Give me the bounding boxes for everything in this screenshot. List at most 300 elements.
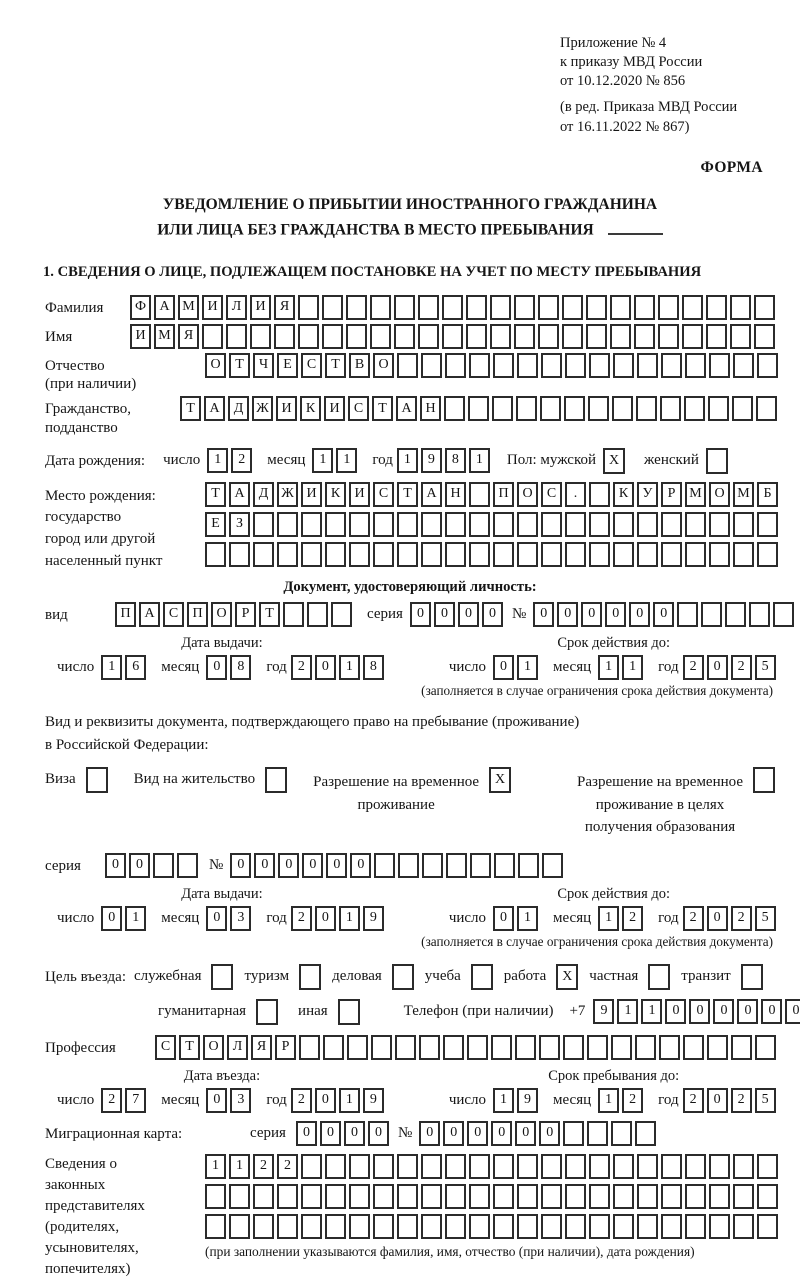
char-box (301, 1184, 322, 1209)
char-box: А (396, 396, 417, 421)
char-box (323, 1035, 344, 1060)
citizenship-row (45, 396, 775, 438)
char-box (421, 353, 442, 378)
birth-place-label-line1: Место рождения: (45, 487, 156, 504)
char-box (226, 324, 247, 349)
checkbox-visa (86, 767, 108, 793)
residence-doc-series-row (45, 853, 775, 878)
char-box: Т (259, 602, 280, 627)
char-box: 2 (291, 1088, 312, 1113)
char-box: И (324, 396, 345, 421)
entry-stay-dates (45, 1068, 775, 1113)
birth-date-row (45, 448, 775, 474)
char-box: 0 (539, 1121, 560, 1146)
char-box (298, 295, 319, 320)
char-box (756, 396, 777, 421)
char-box: И (276, 396, 297, 421)
char-box (541, 1184, 562, 1209)
char-box: К (325, 482, 346, 507)
day-label: число (57, 1091, 95, 1108)
char-box (757, 1154, 778, 1179)
citizenship-boxes (180, 396, 780, 421)
temp-residence-permit-option (313, 767, 511, 816)
char-box (442, 295, 463, 320)
residence-doc-dates (45, 886, 775, 931)
char-box: Я (178, 324, 199, 349)
char-box: 1 (339, 1088, 360, 1113)
char-box: П (187, 602, 208, 627)
char-box (613, 1154, 634, 1179)
number-label: № (209, 856, 224, 873)
char-box (613, 1184, 634, 1209)
annex-line: к приказу МВД России (560, 54, 703, 71)
char-box: О (709, 482, 730, 507)
char-box (493, 512, 514, 537)
char-box (732, 396, 753, 421)
char-box (493, 1184, 514, 1209)
char-box (325, 1214, 346, 1239)
year-label: год (266, 1091, 287, 1108)
char-box (757, 1184, 778, 1209)
form-title-line2 (45, 217, 775, 243)
char-box: 1 (598, 1088, 619, 1113)
char-box (394, 324, 415, 349)
char-box (540, 396, 561, 421)
char-box (541, 353, 562, 378)
char-box (685, 1184, 706, 1209)
birth-day-boxes (207, 448, 255, 473)
char-box (637, 542, 658, 567)
char-box (421, 1154, 442, 1179)
birth-place-boxes-row2 (205, 512, 781, 537)
visa-label: Виза (45, 771, 76, 788)
char-box: 0 (350, 853, 371, 878)
month-label: месяц (161, 658, 200, 675)
char-box (277, 1214, 298, 1239)
patronymic-label-line2: (при наличии) (45, 376, 137, 393)
purpose-tourism: туризм (244, 964, 321, 990)
char-box: 6 (125, 655, 146, 680)
char-box: Е (277, 353, 298, 378)
char-box (253, 512, 274, 537)
char-box: У (637, 482, 658, 507)
char-box (539, 1035, 560, 1060)
amendment-line: (в ред. Приказа МВД России (560, 99, 738, 116)
residence-doc-intro-line1: Вид и реквизиты документа, подтверждающего право на пребывание (проживание) (45, 713, 580, 730)
representatives-boxes-col (205, 1154, 781, 1280)
char-box: И (250, 295, 271, 320)
char-box (421, 1214, 442, 1239)
year-label: год (266, 658, 287, 675)
issue-date-heading: Дата выдачи: (181, 885, 263, 902)
char-box: 1 (205, 1154, 226, 1179)
char-box: П (115, 602, 136, 627)
char-box (517, 353, 538, 378)
char-box: Ф (130, 295, 151, 320)
char-box (733, 1154, 754, 1179)
char-box: 9 (363, 906, 384, 931)
char-box (733, 1184, 754, 1209)
char-box: М (733, 482, 754, 507)
char-box: 2 (622, 1088, 643, 1113)
char-box (685, 353, 706, 378)
phone-label: Телефон (при наличии) (403, 1002, 554, 1019)
char-box (610, 295, 631, 320)
char-box: 0 (368, 1121, 389, 1146)
char-box (637, 1154, 658, 1179)
char-box: 0 (419, 1121, 440, 1146)
char-box: К (300, 396, 321, 421)
char-box (422, 853, 443, 878)
char-box (373, 542, 394, 567)
char-box (613, 353, 634, 378)
char-box: 1 (641, 999, 662, 1024)
checkbox-other (338, 999, 360, 1025)
char-box (733, 353, 754, 378)
char-box (418, 324, 439, 349)
char-box (518, 853, 539, 878)
identity-doc-heading: Документ, удостоверяющий личность: (283, 578, 537, 595)
char-box: М (154, 324, 175, 349)
char-box (277, 512, 298, 537)
entry-month-boxes (206, 1088, 254, 1113)
char-box: Т (205, 482, 226, 507)
month-label: месяц (553, 1091, 592, 1108)
char-box (708, 396, 729, 421)
patronymic-boxes (205, 353, 781, 378)
char-box: 1 (229, 1154, 250, 1179)
identity-valid-note: (заполняется в случае ограничения срока действия документа) (421, 682, 773, 698)
char-box (446, 853, 467, 878)
char-box (301, 542, 322, 567)
char-box (612, 396, 633, 421)
char-box (587, 1121, 608, 1146)
doc-kind-boxes (115, 602, 355, 627)
char-box (514, 324, 535, 349)
char-box (445, 1214, 466, 1239)
char-box (397, 353, 418, 378)
char-box (443, 1035, 464, 1060)
profession-boxes (155, 1035, 779, 1060)
identity-doc-row (45, 602, 775, 627)
char-box (301, 1214, 322, 1239)
char-box (493, 542, 514, 567)
char-box (586, 295, 607, 320)
residence-permit-option (134, 767, 287, 793)
char-box: И (130, 324, 151, 349)
char-box (205, 1214, 226, 1239)
char-box: 0 (737, 999, 758, 1024)
issue-month-boxes (206, 655, 254, 680)
char-box: Т (180, 396, 201, 421)
given-name-label: Имя (45, 328, 73, 345)
char-box (397, 512, 418, 537)
char-box (442, 324, 463, 349)
stay-year-boxes (683, 1088, 779, 1113)
char-box: Ж (277, 482, 298, 507)
residence-issue-day-boxes (101, 906, 149, 931)
char-box (373, 512, 394, 537)
migration-card-series-boxes (296, 1121, 392, 1146)
char-box: 1 (617, 999, 638, 1024)
char-box (398, 853, 419, 878)
char-box (563, 1121, 584, 1146)
char-box (682, 295, 703, 320)
doc-number-label: № (511, 605, 527, 622)
char-box (349, 1214, 370, 1239)
char-box: 1 (598, 655, 619, 680)
char-box: 5 (755, 1088, 776, 1113)
char-box (470, 853, 491, 878)
char-box (205, 1184, 226, 1209)
sex-male-label: Пол: мужской (506, 451, 597, 468)
char-box (661, 1154, 682, 1179)
char-box: 2 (731, 906, 752, 931)
char-box: С (163, 602, 184, 627)
char-box: 0 (458, 602, 479, 627)
char-box (730, 324, 751, 349)
month-label: месяц (161, 1091, 200, 1108)
char-box: Л (227, 1035, 248, 1060)
char-box (346, 324, 367, 349)
year-label: год (658, 658, 679, 675)
purpose-work: работа X (504, 964, 579, 990)
citizenship-label (45, 396, 180, 438)
residence-valid-group (449, 886, 779, 931)
edu-residence-permit-option (577, 767, 775, 839)
char-box (564, 396, 585, 421)
char-box: 3 (230, 906, 251, 931)
purpose-study: учеба (425, 964, 493, 990)
char-box (325, 512, 346, 537)
char-box: Р (235, 602, 256, 627)
char-box (541, 1214, 562, 1239)
char-box: 1 (493, 1088, 514, 1113)
char-box: Л (226, 295, 247, 320)
day-label: число (448, 658, 487, 675)
patronymic-label (45, 353, 205, 395)
char-box: 1 (517, 906, 538, 931)
char-box: А (229, 482, 250, 507)
residence-doc-options (45, 767, 775, 839)
char-box (542, 853, 563, 878)
char-box (588, 396, 609, 421)
char-box (659, 1035, 680, 1060)
residence-valid-month-boxes (598, 906, 646, 931)
doc-series-label: серия (367, 605, 403, 622)
issue-date-heading: Дата выдачи: (181, 634, 263, 651)
residence-issue-group (57, 886, 387, 931)
char-box (421, 542, 442, 567)
phone-prefix: +7 (569, 1002, 586, 1019)
char-box (685, 512, 706, 537)
purpose-row (45, 964, 775, 990)
migration-card-label: Миграционная карта: (45, 1125, 183, 1142)
char-box (494, 853, 515, 878)
residence-valid-note: (заполняется в случае ограничения срока действия документа) (421, 933, 773, 949)
char-box: О (205, 353, 226, 378)
char-box: Д (228, 396, 249, 421)
char-box (469, 1154, 490, 1179)
char-box: 0 (707, 1088, 728, 1113)
phone-boxes (593, 999, 800, 1024)
amendment-note (560, 98, 775, 136)
char-box: И (301, 482, 322, 507)
char-box (445, 542, 466, 567)
purpose-row2 (45, 999, 800, 1025)
char-box (322, 295, 343, 320)
char-box (493, 1214, 514, 1239)
char-box (322, 324, 343, 349)
char-box (397, 1184, 418, 1209)
valid-year-boxes (683, 655, 779, 680)
char-box: 0 (605, 602, 626, 627)
residence-issue-year-boxes (291, 906, 387, 931)
char-box (637, 512, 658, 537)
amendment-line: от 16.11.2022 № 867) (560, 118, 690, 135)
residence-valid-year-boxes (683, 906, 779, 931)
char-box (749, 602, 770, 627)
char-box (490, 324, 511, 349)
char-box (277, 542, 298, 567)
char-box: Б (757, 482, 778, 507)
char-box: 0 (761, 999, 782, 1024)
char-box: Р (661, 482, 682, 507)
char-box (325, 542, 346, 567)
surname-row (45, 295, 775, 320)
profession-row (45, 1035, 775, 1060)
char-box: 9 (421, 448, 442, 473)
char-box (709, 353, 730, 378)
char-box (347, 1035, 368, 1060)
char-box: 7 (125, 1088, 146, 1113)
char-box (565, 1184, 586, 1209)
char-box (706, 324, 727, 349)
char-box (490, 295, 511, 320)
valid-until-heading: Срок действия до: (557, 634, 671, 651)
char-box: 5 (755, 655, 776, 680)
char-box (445, 353, 466, 378)
char-box (517, 512, 538, 537)
char-box: 0 (785, 999, 800, 1024)
char-box: Т (372, 396, 393, 421)
char-box (757, 1214, 778, 1239)
identity-doc-dates (45, 635, 775, 680)
char-box (754, 324, 775, 349)
char-box (469, 353, 490, 378)
month-label: месяц (161, 909, 200, 926)
given-name-boxes (130, 324, 778, 349)
char-box: 0 (129, 853, 150, 878)
char-box: 8 (445, 448, 466, 473)
annex-line: Приложение № 4 (560, 35, 667, 51)
char-box (613, 542, 634, 567)
char-box (733, 1214, 754, 1239)
char-box (589, 1184, 610, 1209)
char-box: Ж (252, 396, 273, 421)
char-box: 2 (731, 1088, 752, 1113)
birth-place-boxes-row3 (205, 542, 781, 567)
birth-place-row (45, 482, 775, 573)
temp-residence-permit-label: Разрешение на временное проживание (313, 774, 480, 813)
char-box (202, 324, 223, 349)
representatives-section (45, 1154, 775, 1280)
surname-boxes (130, 295, 778, 320)
char-box (466, 324, 487, 349)
char-box: 0 (491, 1121, 512, 1146)
char-box (374, 853, 395, 878)
checkbox-temp-residence-permit: X (489, 767, 511, 793)
char-box: 0 (315, 655, 336, 680)
annex-reference (560, 34, 775, 137)
issue-day-boxes (101, 655, 149, 680)
birth-place-label (45, 482, 205, 573)
char-box (397, 1214, 418, 1239)
char-box (468, 396, 489, 421)
char-box (469, 542, 490, 567)
char-box (757, 353, 778, 378)
char-box (301, 1154, 322, 1179)
char-box (421, 1184, 442, 1209)
char-box (394, 295, 415, 320)
char-box (421, 512, 442, 537)
char-box: Я (251, 1035, 272, 1060)
char-box (370, 324, 391, 349)
char-box (325, 1154, 346, 1179)
char-box (589, 353, 610, 378)
char-box (707, 1035, 728, 1060)
char-box (493, 1154, 514, 1179)
char-box (253, 542, 274, 567)
char-box: О (373, 353, 394, 378)
char-box (636, 396, 657, 421)
char-box (516, 396, 537, 421)
char-box (589, 1154, 610, 1179)
char-box: 0 (533, 602, 554, 627)
form-title-line2-text: ИЛИ ЛИЦА БЕЗ ГРАЖДАНСТВА В МЕСТО ПРЕБЫВАНИЯ (157, 221, 594, 239)
char-box (397, 1154, 418, 1179)
char-box: О (211, 602, 232, 627)
char-box: 0 (326, 853, 347, 878)
char-box: 1 (598, 906, 619, 931)
char-box (346, 295, 367, 320)
char-box: 0 (434, 602, 455, 627)
char-box: 0 (296, 1121, 317, 1146)
char-box: 0 (105, 853, 126, 878)
char-box: Р (275, 1035, 296, 1060)
month-label: месяц (267, 451, 306, 468)
char-box: 1 (397, 448, 418, 473)
char-box (685, 1154, 706, 1179)
char-box (515, 1035, 536, 1060)
entry-date-heading: Дата въезда: (183, 1067, 261, 1084)
char-box: 1 (339, 655, 360, 680)
char-box: 0 (206, 655, 227, 680)
char-box: 0 (467, 1121, 488, 1146)
char-box (298, 324, 319, 349)
day-label: число (448, 909, 487, 926)
char-box: 0 (713, 999, 734, 1024)
char-box: Т (397, 482, 418, 507)
char-box (613, 512, 634, 537)
char-box (492, 396, 513, 421)
doc-number-boxes (533, 602, 797, 627)
char-box: 1 (622, 655, 643, 680)
char-box (589, 482, 610, 507)
representatives-label: Сведения о законных представителях (родителях, усыновителях, попечителях) (45, 1155, 145, 1277)
purpose-humanitarian: гуманитарная (158, 999, 278, 1025)
birth-place-label-line2: государство (45, 509, 122, 526)
